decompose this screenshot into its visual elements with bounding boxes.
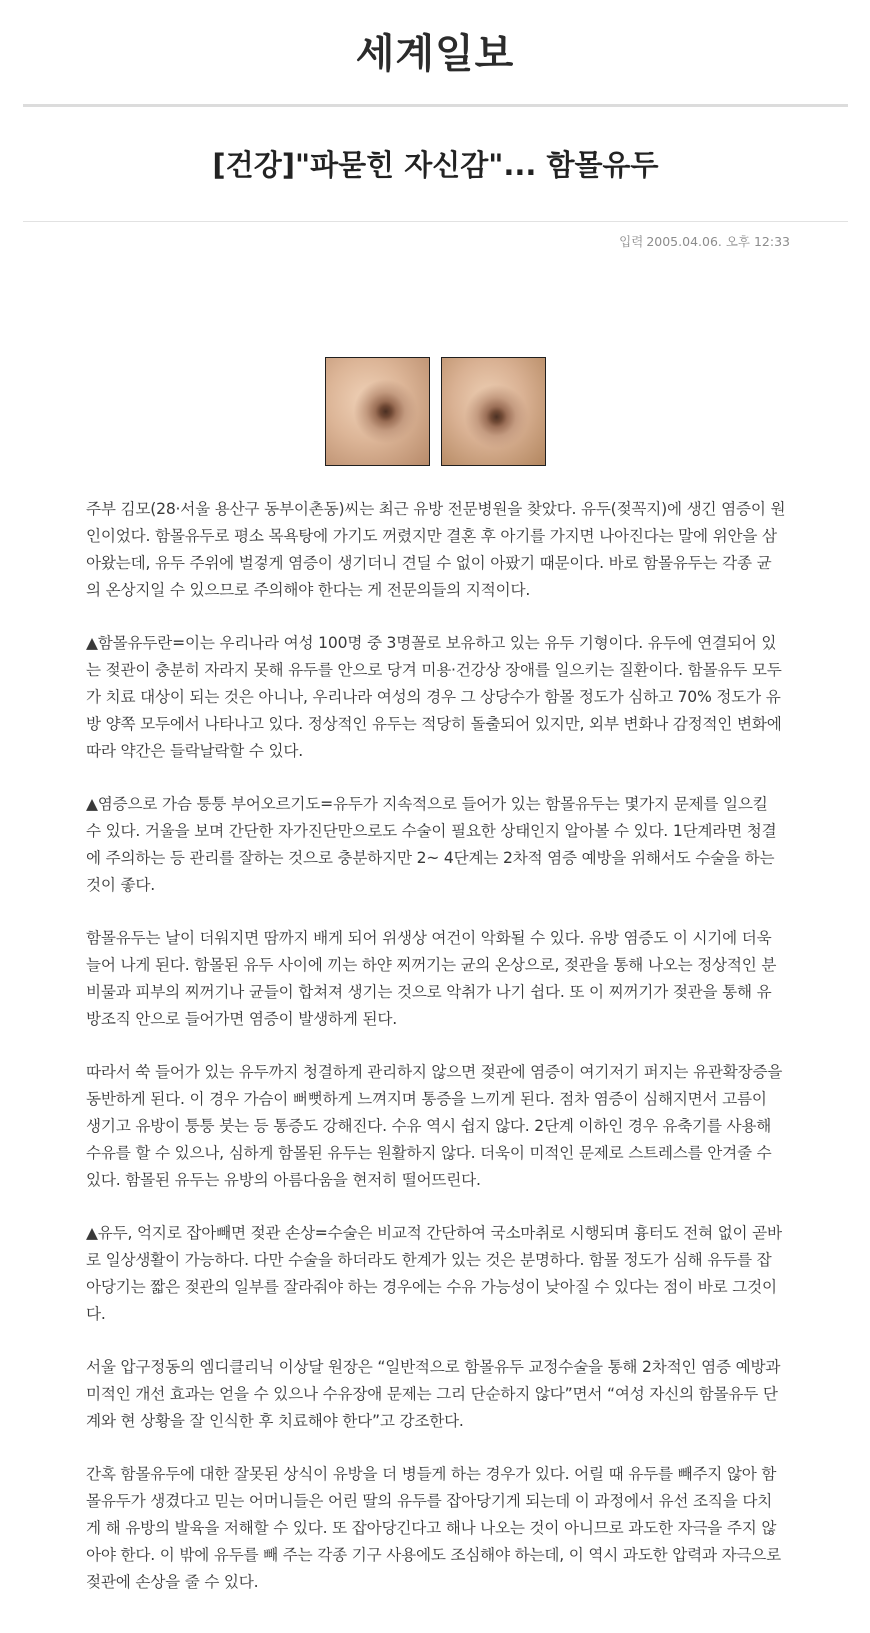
article-dateline — [619, 234, 790, 250]
article-paragraph: 함몰유두는 날이 더워지면 땀까지 배게 되어 위생상 여건이 악화될 수 있다. 유방 염증도 이 시기에 더욱 늘어 나게 된다. 함몰된 유두 사이에 끼는 하얀 찌꺼기는 균의 온상으로, 젖관을 통해 나오는 정상적인 분비물과 피부의 찌꺼기나 균들이 합쳐져 생기는 것으로 악취가 나기 쉽다. 또 이 찌꺼기가 젖관을 통해 유방조직 안으로 들어가면 염증이 발생하게 된다. — [86, 929, 777, 1028]
title-divider — [23, 221, 848, 222]
article-paragraph: ▲유두, 억지로 잡아빼면 젖관 손상=수술은 비교적 간단하여 국소마취로 시행되며 흉터도 전혀 없이 곧바로 일상생활이 가능하다. 다만 수술을 하더라도 한계가 있는 것은 분명하다. 함몰 정도가 심해 유두를 잡아당기는 짧은 젖관의 일부를 잘라줘야 하는 경우에는 수유 가능성이 낮아질 수 있다는 점이 바로 그것이다. — [86, 1224, 782, 1323]
date-value: 2005.04.06. 오후 12:33 — [646, 234, 790, 249]
date-label: 입력 — [619, 234, 644, 249]
masthead — [0, 28, 870, 80]
article-paragraph: 주부 김모(28·서울 용산구 동부이촌동)씨는 최근 유방 전문병원을 찾았다. 유두(젖꼭지)에 생긴 염증이 원인이었다. 함몰유두로 평소 목욕탕에 가기도 꺼렸지만 결혼 후 아기를 가지면 나아진다는 말에 위안을 삼아왔는데, 유두 주위에 벌겋게 염증이 생기더니 견딜 수 없이 아팠기 때문이다. 바로 함몰유두는 각종 균의 온상지일 수 있으므로 주의해야 한다는 게 전문의들의 지적이다. — [86, 500, 786, 599]
article-paragraph: ▲염증으로 가슴 퉁퉁 부어오르기도=유두가 지속적으로 들어가 있는 함몰유두는 몇가지 문제를 일으킬 수 있다. 거울을 보며 간단한 자가진단만으로도 수술이 필요한 상태인지 알아볼 수 있다. 1단계라면 청결에 주의하는 등 관리를 잘하는 것으로 충분하지만 2~ 4단계는 2차적 염증 예방을 위해서도 수술을 하는 것이 좋다. — [86, 795, 777, 894]
header-divider — [23, 104, 848, 107]
article-paragraph: 서울 압구정동의 엠디클리닉 이상달 원장은 “일반적으로 함몰유두 교정수술을 통해 2차적인 염증 예방과 미적인 개선 효과는 얻을 수 있으나 수유장애 문제는 그리 단순하지 않다”면서 “여성 자신의 함몰유두 단계와 현 상황을 잘 인식한 후 치료해야 한다”고 강조한다. — [86, 1358, 781, 1430]
newspaper-logo[interactable]: 세계일보 — [355, 30, 515, 77]
article-photo-row — [0, 357, 870, 466]
article-paragraph: 간혹 함몰유두에 대한 잘못된 상식이 유방을 더 병들게 하는 경우가 있다. 어릴 때 유두를 빼주지 않아 함몰유두가 생겼다고 믿는 어머니들은 어린 딸의 유두를 잡아당기게 되는데 이 과정에서 유선 조직을 다치게 해 유방의 발육을 저해할 수 있다. 또 잡아당긴다고 해나 나오는 것이 아니므로 과도한 자극을 주지 않아야 한다. 이 밖에 유두를 빼 주는 각종 기구 사용에도 조심해야 하는데, 이 역시 과도한 압력과 자극으로 젖관에 손상을 줄 수 있다. — [86, 1465, 782, 1591]
article-paragraph: ▲함몰유두란=이는 우리나라 여성 100명 중 3명꼴로 보유하고 있는 유두 기형이다. 유두에 연결되어 있는 젖관이 충분히 자라지 못해 유두를 안으로 당겨 미용·건강상 장애를 일으키는 질환이다. 함몰유두 모두가 치료 대상이 되는 것은 아니나, 우리나라 여성의 경우 그 상당수가 함몰 정도가 심하고 70% 정도가 유방 양쪽 모두에서 나타나고 있다. 정상적인 유두는 적당히 돌출되어 있지만, 외부 변화나 감정적인 변화에 따라 약간은 들락날락할 수 있다. — [86, 634, 782, 760]
article-photo-left[interactable] — [325, 357, 430, 466]
article-photo-right[interactable] — [441, 357, 546, 466]
article-body — [86, 496, 786, 1622]
article-title: [건강]"파묻힌 자신감"... 함몰유두 — [212, 148, 659, 182]
article-paragraph: 따라서 쑥 들어가 있는 유두까지 청결하게 관리하지 않으면 젖관에 염증이 여기저기 퍼지는 유관확장증을 동반하게 된다. 이 경우 가슴이 뻐뻣하게 느껴지며 통증을 느끼게 된다. 점차 염증이 심해지면서 고름이 생기고 유방이 퉁퉁 붓는 등 통증도 강해진다. 수유 역시 쉽지 않다. 2단계 이하인 경우 유축기를 사용해 수유를 할 수 있으나, 심하게 함몰된 유두는 원활하지 않다. 더욱이 미적인 문제로 스트레스를 안겨줄 수 있다. 함몰된 유두는 유방의 아름다움을 현저히 떨어뜨린다. — [86, 1063, 783, 1189]
